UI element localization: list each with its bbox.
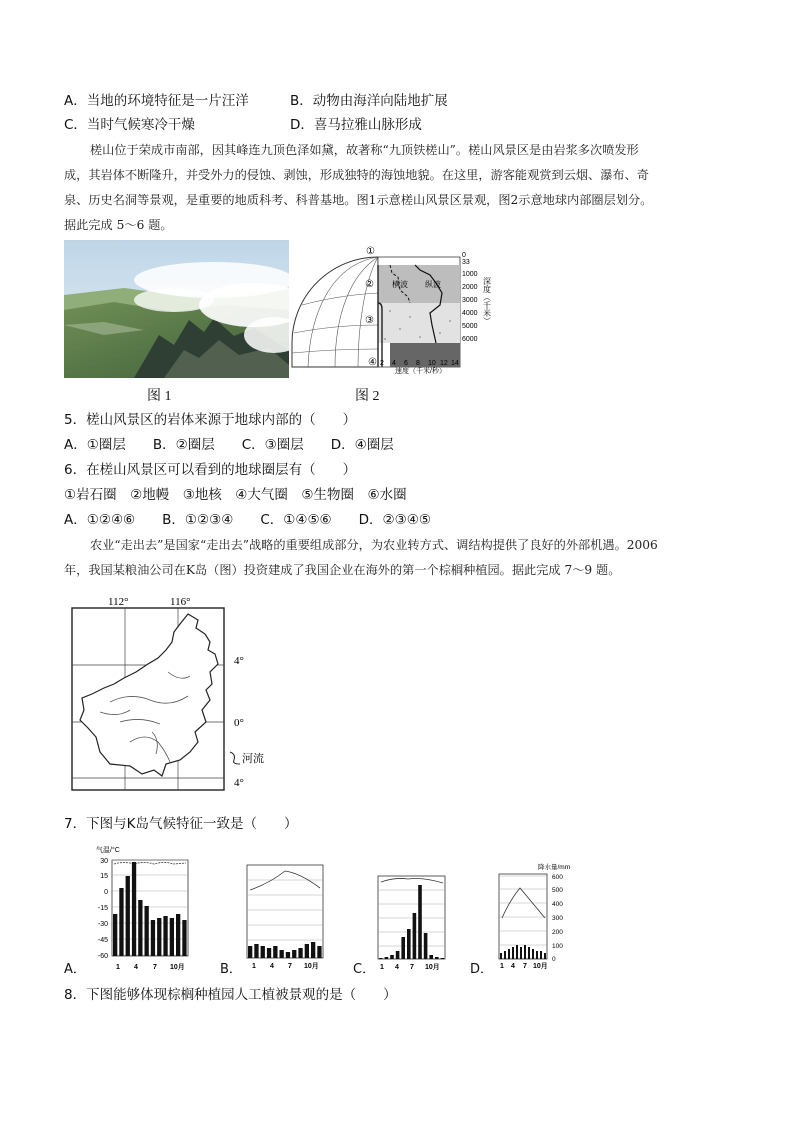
precip-bar: [145, 906, 149, 956]
precip-bar: [267, 948, 271, 958]
x-tick: 7: [153, 964, 157, 971]
precip-bar: [261, 946, 265, 958]
precip-bar: [298, 948, 302, 958]
depth-tick: 3000: [462, 297, 478, 304]
precip-bar: [418, 885, 422, 959]
q5-options: A．①圈层 B．②圈层 C．③圈层 D．④圈层: [64, 437, 394, 453]
y-tick: 400: [552, 901, 563, 908]
k-island-map: [70, 592, 290, 806]
precip-bar: [441, 958, 445, 959]
climate-chart-c: [373, 873, 453, 977]
precip-bar: [305, 944, 309, 958]
precip-bar: [176, 914, 180, 956]
y-tick: 100: [552, 943, 563, 950]
depth-tick: 4000: [462, 310, 478, 317]
speed-tick: 6: [404, 360, 408, 367]
y-tick: -60: [97, 953, 108, 960]
q4-option-b: B．动物由海洋向陆地扩展: [290, 93, 448, 109]
q7-option-b: B．: [220, 962, 242, 977]
y-tick: 0: [552, 956, 556, 963]
y-tick: 200: [552, 929, 563, 936]
precip-bar: [544, 953, 546, 959]
x-tick: 7: [410, 964, 414, 971]
x-tick: 1: [500, 963, 504, 970]
precip-bar: [280, 950, 284, 958]
speed-axis-title: 速度（千米/秒）: [395, 368, 446, 375]
speed-tick: 14: [451, 360, 459, 367]
precip-bar: [508, 949, 510, 959]
layer-label-2: ②: [365, 279, 374, 290]
y-tick: 0: [104, 889, 108, 896]
q7-option-c: C．: [353, 962, 376, 977]
precip-bar: [524, 945, 526, 959]
precip-bar: [163, 916, 167, 956]
precip-bar: [113, 914, 117, 956]
precip-bar: [182, 920, 186, 956]
y-tick: -45: [97, 937, 108, 944]
x-tick: 10月: [533, 963, 548, 970]
x-tick: 10月: [170, 964, 185, 971]
x-tick: 4: [395, 964, 399, 971]
precip-bar: [504, 951, 506, 959]
precip-bar: [540, 951, 542, 959]
q4-option-a: A．当地的环境特征是一片汪洋: [64, 93, 249, 109]
climate-chart-a: [84, 843, 196, 977]
layer-label-3: ③: [365, 315, 374, 326]
speed-tick: 8: [416, 360, 420, 367]
passage1-line: 泉、历史名洞等景观，是重要的地质科考、科普基地。图1示意槎山风景区景观，图2示意地球内部圈层划分。: [64, 193, 653, 207]
x-tick: 4: [511, 963, 515, 970]
climate-chart-d: [490, 860, 580, 974]
q7-option-d: D．: [470, 962, 494, 977]
depth-axis-title: 深度（千米）: [482, 277, 492, 325]
passage1-line: 槎山位于荣成市南部，因其峰连九顶色泽如黛，故著称“九顶铁槎山”。槎山风景区是由岩浆多次喷发形: [90, 143, 639, 157]
q7-option-a: A．: [64, 962, 86, 977]
lon-label: 112°: [108, 596, 129, 608]
precip-bar: [379, 958, 383, 959]
lon-label: 116°: [170, 596, 191, 608]
lat-label: 4°: [234, 655, 244, 667]
y-tick: 600: [552, 874, 563, 881]
passage1-line: 据此完成 5～6 题。: [64, 218, 173, 232]
y-tick: 30: [100, 858, 108, 865]
precip-bar: [396, 951, 400, 959]
lat-label: 4°: [234, 777, 244, 789]
y-tick: 500: [552, 887, 563, 894]
map-legend-river: 河流: [242, 753, 264, 765]
figure1-landscape-photo: [64, 240, 289, 382]
q5-stem: 5．槎山风景区的岩体来源于地球内部的（ ）: [64, 412, 357, 428]
precip-bar: [132, 862, 136, 956]
precip-bar: [401, 937, 405, 959]
x-tick: 4: [134, 964, 138, 971]
passage2-line: 年，我国某粮油公司在K岛（图）投资建成了我国企业在海外的第一个棕榈种植园。据此完成 7～9 题。: [64, 563, 621, 577]
q4-option-c: C．当时气候寒冷干燥: [64, 117, 195, 133]
q6-stem: 6．在槎山风景区可以看到的地球圈层有（ ）: [64, 462, 357, 478]
x-tick: 1: [252, 963, 256, 970]
layer-label-1: ①: [366, 246, 375, 257]
chart-a-ylabel: 气温/°C: [96, 847, 120, 854]
precip-bar: [157, 918, 161, 956]
passage2-line: 农业“走出去”是国家“走出去”战略的重要组成部分，为农业转方式、调结构提供了良好的外部机遇。2006: [90, 538, 658, 552]
figure2-earth-layers: [290, 245, 500, 379]
precip-bar: [424, 933, 428, 959]
chart-d-ylabel: 降水量/mm: [538, 864, 571, 871]
depth-tick: 1000: [462, 271, 478, 278]
x-tick: 10月: [425, 964, 440, 971]
precip-bar: [407, 929, 411, 959]
speed-tick: 2: [380, 360, 384, 367]
lat-label: 0°: [234, 717, 244, 729]
depth-tick: 0: [462, 252, 466, 259]
passage-chashan: [64, 138, 734, 238]
precip-bar: [512, 947, 514, 959]
wave-label-s: 横波: [392, 280, 408, 289]
precip-bar: [385, 957, 389, 959]
q6-spheres: ①岩石圈 ②地幔 ③地核 ④大气圈 ⑤生物圈 ⑥水圈: [64, 487, 407, 503]
precip-bar: [528, 947, 530, 959]
y-tick: 15: [100, 873, 108, 880]
precip-bar: [126, 876, 130, 956]
x-tick: 7: [288, 963, 292, 970]
x-tick: 10月: [304, 963, 319, 970]
x-tick: 1: [116, 964, 120, 971]
q7-stem: 7．下图与K岛气候特征一致是（ ）: [64, 816, 298, 832]
precip-bar: [390, 955, 394, 959]
precip-bar: [435, 957, 439, 959]
speed-tick: 10: [428, 360, 436, 367]
depth-tick: 5000: [462, 323, 478, 330]
precip-bar: [532, 949, 534, 959]
precip-bar: [317, 946, 321, 958]
speed-tick: 4: [392, 360, 396, 367]
depth-tick: 6000: [462, 336, 478, 343]
q8-stem: 8．下图能够体现棕榈种植园人工植被景观的是（ ）: [64, 987, 397, 1003]
precip-bar: [273, 946, 277, 958]
precip-bar: [520, 947, 522, 959]
depth-tick: 33: [462, 259, 470, 266]
q4-option-d: D．喜马拉雅山脉形成: [290, 117, 422, 133]
y-tick: 300: [552, 915, 563, 922]
precip-bar: [138, 900, 142, 956]
precip-bar: [286, 952, 290, 958]
precip-bar: [536, 951, 538, 959]
precip-bar: [413, 913, 417, 959]
climate-chart-b: [240, 863, 330, 977]
precip-bar: [119, 888, 123, 956]
x-tick: 4: [270, 963, 274, 970]
precip-bar: [429, 955, 433, 959]
passage-palm-plantation: [64, 533, 734, 583]
figure2-caption: 图 2: [355, 389, 380, 404]
precip-bar: [516, 945, 518, 959]
speed-tick: 12: [440, 360, 448, 367]
q6-options: A．①②④⑥ B．①②③④ C．①④⑤⑥ D．②③④⑤: [64, 512, 431, 528]
depth-tick: 2000: [462, 284, 478, 291]
passage1-line: 成，其岩体不断隆升，并受外力的侵蚀、剥蚀，形成独特的海蚀地貌。在这里，游客能观赏到云烟、瀑布、奇: [64, 168, 649, 182]
precip-bar: [170, 918, 174, 956]
y-tick: -15: [97, 905, 108, 912]
precip-bar: [151, 920, 155, 956]
wave-label-p: 纵波: [425, 280, 441, 289]
precip-bar: [311, 942, 315, 958]
river-legend-icon: [230, 752, 240, 764]
figure1-caption: 图 1: [147, 389, 172, 404]
precip-bar: [254, 944, 258, 958]
layer-label-4: ④: [368, 357, 377, 368]
precip-bar: [500, 953, 502, 959]
x-tick: 1: [380, 964, 384, 971]
x-tick: 7: [523, 963, 527, 970]
y-tick: -30: [97, 921, 108, 928]
precip-bar: [292, 950, 296, 958]
precip-bar: [248, 946, 252, 958]
